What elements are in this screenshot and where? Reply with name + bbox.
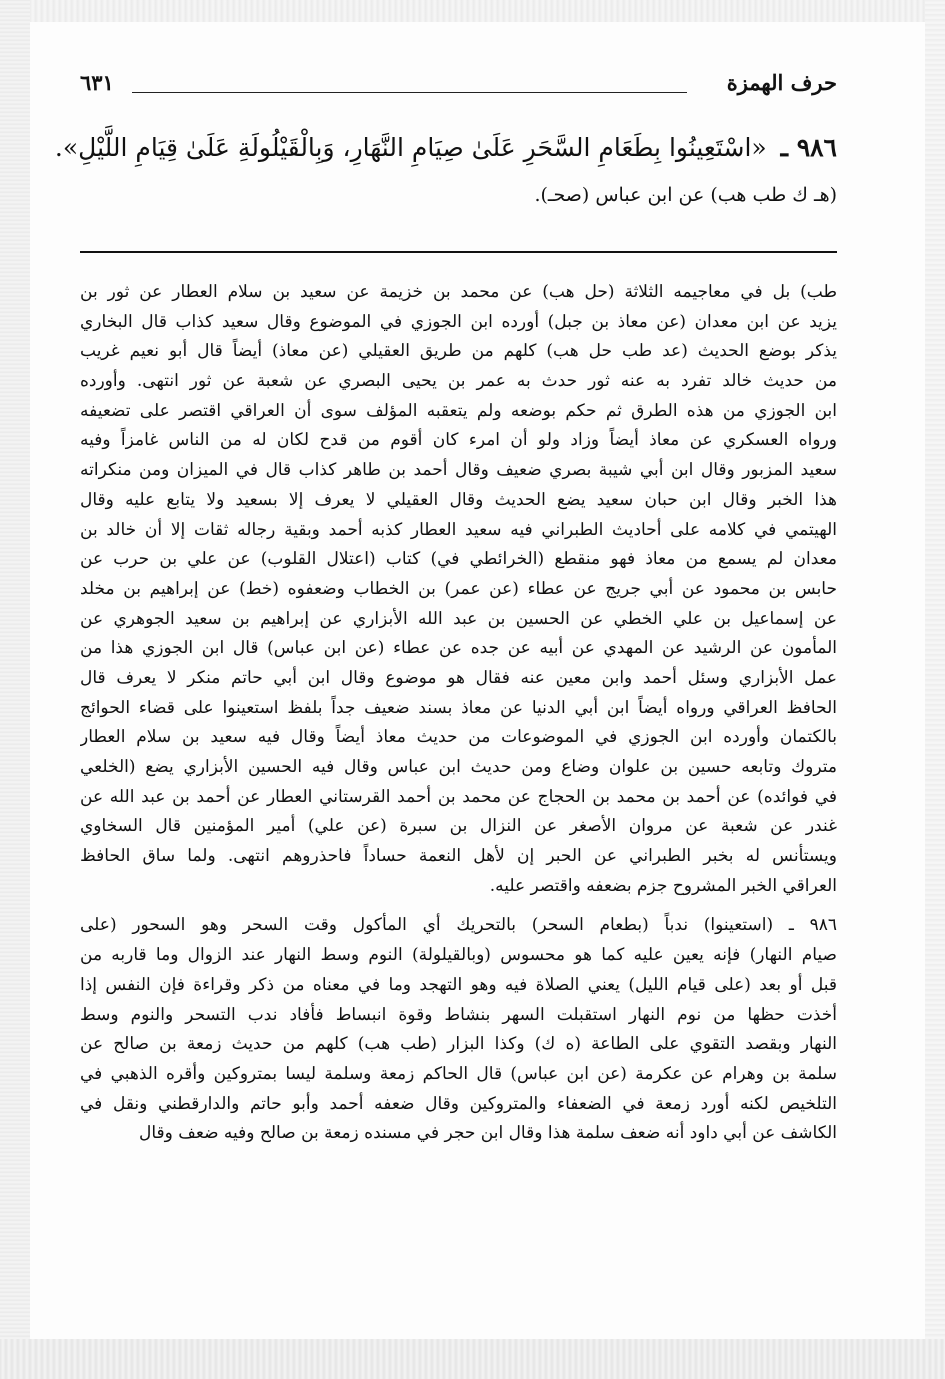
text-line: معدان لم يسمع من معاذ فهو منقطع (الخرائطي في) كتاب (اعتلال القلوب) عن علي بن حرب عن (80, 549, 837, 570)
commentary-paragraph-2 (80, 911, 837, 1149)
scan-border-bottom (0, 1339, 945, 1379)
text-line: سلمة بن وهرام عن عكرمة (عن ابن عباس) قال الحاكم زمعة وسلمة ليسا بمتروكين وأقره الذهبي في (80, 1063, 837, 1084)
page-number: ٦٣١ (80, 70, 114, 95)
text-line: متروك وتابعه حسين بن علوان وضاع ومن حديث ابن عباس وقال فيه الحسين الأبزاري يضع (الخلعي (80, 757, 837, 777)
text-line: غندر عن شعبة عن مروان الأصغر عن النزال بن سبرة (عن علي) أمير المؤمنين قال السخاوي (80, 816, 837, 837)
text-line: الهيتمي في كلامه على أحاديث الطبراني فيه سعيد العطار كذبه أحمد وبقية رجاله ثقات إلا أن خالد بن (80, 519, 837, 540)
text-line: من حديث خالد تفرد به عنه ثور حدث به عمر بن يحيى البصري عن شعبة عن ثور انتهى. وأورده (80, 371, 837, 392)
text-line: قبل أو بعد (على قيام الليل) يعني الصلاة فيه وهو التهجد وما في معناه من ذكر وقراءة فإن النفس إذا (80, 974, 837, 995)
text-line: المأمون عن الرشيد عن المهدي عن أبيه عن جده عن عطاء (عن ابن عباس) قال ابن الجوزي هذا من (80, 638, 837, 659)
text-line: ابن الجوزي من هذه الطرق ثم حكم بوضعه ولم يتعقبه المؤلف سوى أن العراقي اقتصر على تضعيفه (80, 400, 837, 421)
running-header (80, 70, 837, 104)
text-line: ويستأنس له بخبر الطبراني عن الحبر إن لأهل النعمة حساداً فاحذروهم انتهى. ولما ساق الحافظ (80, 846, 837, 867)
text-line: الكاشف عن أبي داود أنه ضعف سلمة هذا وقال ابن حجر في مسنده زمعة بن صالح وفيه ضعف وقال (139, 1123, 837, 1144)
text-line: يزيد عن ابن معدان (عن معاذ بن جبل) أورده ابن الجوزي في الموضوع وقال سعيد كذاب قال البخاري (80, 311, 837, 332)
hadith-body: «اسْتَعِينُوا بِطَعَامِ السَّحَرِ عَلَىٰ صِيَامِ النَّهَارِ، وَبِالْقَيْلُولَةِ عَلَىٰ قِيَامِ اللَّيْلِ». (54, 133, 767, 162)
commentary (80, 278, 837, 1149)
hadith-source: (هـ ك طب هب) عن ابن عباس (صحـ). (534, 184, 837, 206)
commentary-paragraph-1 (80, 278, 837, 901)
chapter-title: حرف الهمزة (726, 70, 837, 95)
text-line: يذكر بوضع الحديث (عد طب حل هب) كلهم من طريق العقيلي (عن معاذ) أيضاً قال أبو نعيم غريب (80, 341, 837, 362)
text-line: طب) بل في معاجيمه الثلاثة (حل هب) عن محمد بن خزيمة عن سعيد بن سلام العطار عن ثور بن (80, 282, 837, 302)
scan-border-top (0, 0, 945, 22)
text-line: العراقي الخبر المشروح جزم بضعفه واقتصر عليه. (489, 875, 837, 896)
hadith-number: ٩٨٦ ـ (780, 133, 837, 162)
scan-border-right (925, 0, 945, 1379)
text-line: سعيد المزبور وقال ابن أبي شيبة بصري ضعيف وقال أحمد بن طاهر كذاب قال في الميزان ومن منكراته (80, 460, 837, 481)
text-line: النهار وبقصد التقوي على الطاعة (ه ك) وكذا البزار (طب هب) كلهم من حديث زمعة بن صالح عن (80, 1034, 837, 1055)
text-line: هذا الخبر وقال ابن حبان سعيد يضع الحديث وقال العقيلي لا يعرف إلا بسعيد ولا يتابع عليه وقال (80, 489, 837, 510)
text-line: عمل الأبزاري وسئل أحمد وابن معين عنه فقال هو موضوع وقال ابن أبي حاتم منكر لا يعرف قال (80, 667, 837, 688)
text-line: عن إسماعيل بن علي الخطي عن الحسين بن عبد الله الأبزاري عن إبراهيم بن سعيد الجوهري عن (80, 608, 837, 629)
hadith-text (54, 128, 837, 168)
text-line: أخذت حظها من نوم النهار استقبلت السهر بنشاط وقوة انبساط فأفاد ندب التسحر والنوم وسط (80, 1004, 837, 1025)
scan-border-left (0, 0, 30, 1379)
text-line: ٩٨٦ ـ (استعينوا) ندباً (بطعام السحر) بالتحريك أي المأكول وقت السحر وهو السحور (على (80, 915, 837, 936)
text-line: بالكتمان وأورده ابن الجوزي في الموضوعات من حديث معاذ أيضاً وقال فيه سعيد بن سلام العطار (80, 727, 837, 748)
text-line: الحافظ العراقي ورواه أيضاً ابن أبي الدنيا عن معاذ بسند ضعيف جداً بلفظ استعينوا على قضاء الحوائج (80, 697, 837, 718)
text-line: حابس بن محمود عن أبي جريج عن عطاء (عن عمر) بن الخطاب وضعفوه (خط) عن إبراهيم بن مخلد (80, 578, 837, 599)
header-rule (132, 92, 687, 93)
text-line: ورواه العسكري عن معاذ أيضاً وزاد ولو أن امرء كان أقوم من قدح لكان له من الناس غامزاً وفيه (80, 430, 837, 451)
text-line: في فوائده) عن أحمد بن محمد بن الحجاج عن محمد بن أحمد القرستاني العطار عن أحمد بن عبد الله عن (80, 786, 837, 807)
section-separator (80, 251, 837, 253)
text-line: صيام النهار) فإنه يعين عليه كما هو محسوس (وبالقيلولة) النوم وسط النهار عند الزوال وما قاربه من (80, 945, 837, 966)
text-line: التلخيص لكنه أورد زمعة في الضعفاء والمتروكين وقال ضعفه أحمد وأبو حاتم والدارقطني ونقل في (80, 1093, 837, 1114)
